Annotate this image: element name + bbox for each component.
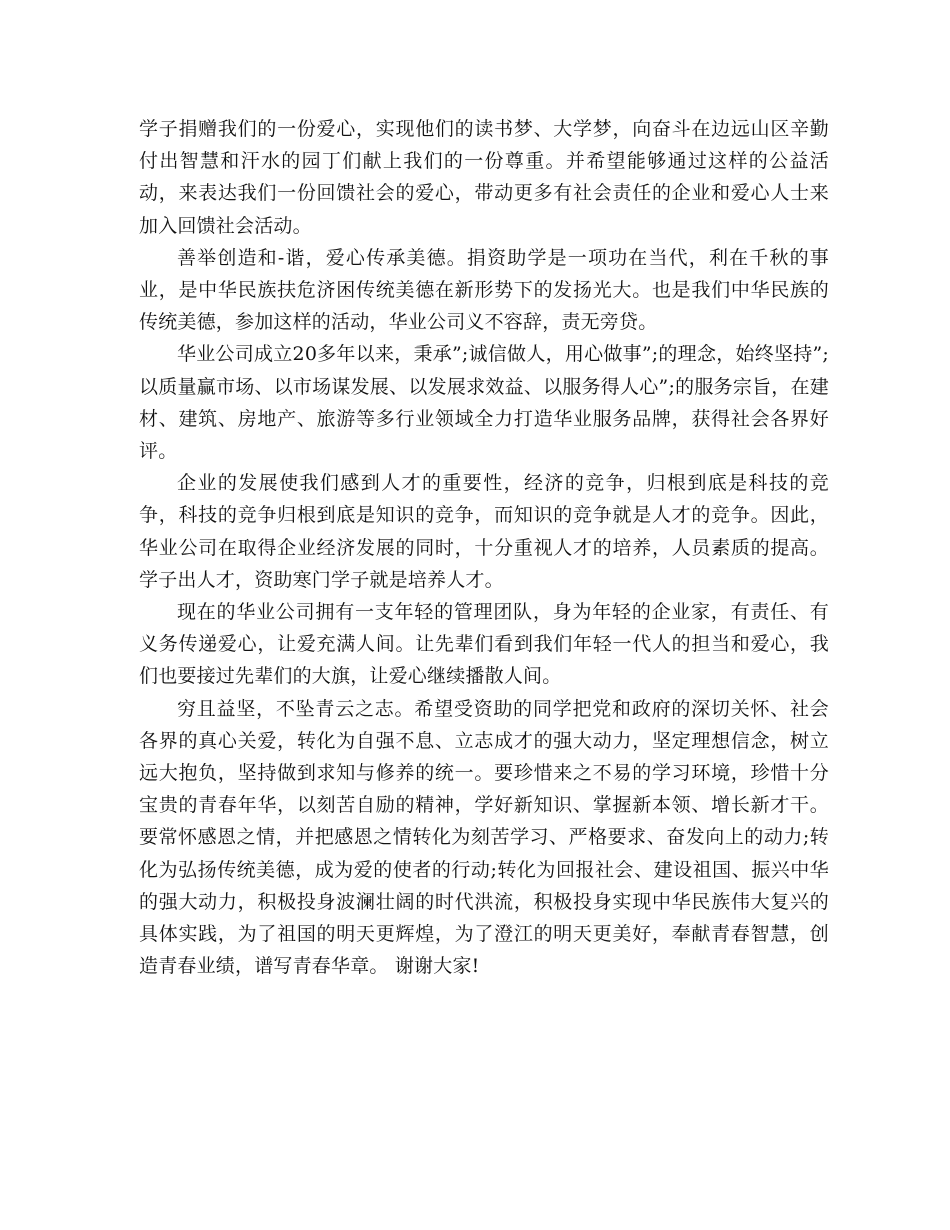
paragraph-2: 善举创造和-谐，爱心传承美德。捐资助学是一项功在当代，利在千秋的事业，是中华民族扶危济困传统美德在新形势下的发扬光大。也是我们中华民族的传统美德，参加这样的活动，华业公司义不容辞，责无旁贷。	[139, 246, 829, 334]
paragraph-6: 穷且益坚，不坠青云之志。希望受资助的同学把党和政府的深切关怀、社会各界的真心关爱，转化为自强不息、立志成才的强大动力，坚定理想信念，树立远大抱负，坚持做到求知与修养的统一。要珍惜来之不易的学习环境，珍惜十分宝贵的青春年华，以刻苦自励的精神，学好新知识、掌握新本领、增长新才干。要常怀感恩之情，并把感恩之情转化为刻苦学习、严格要求、奋发向上的动力;转化为弘扬传统美德，成为爱的使者的行动;转化为回报社会、建设祖国、振兴中华的强大动力，积极投身波澜壮阔的时代洪流，积极投身实现中华民族伟大复兴的具体实践，为了祖国的明天更辉煌，为了澄江的明天更美好，奉献青春智慧，创造青春业绩，谱写青春华章。 谢谢大家!	[139, 697, 829, 978]
document-body	[139, 113, 829, 982]
paragraph-1: 学子捐赠我们的一份爱心，实现他们的读书梦、大学梦，向奋斗在边远山区辛勤付出智慧和汗水的园丁们献上我们的一份尊重。并希望能够通过这样的公益活动，来表达我们一份回馈社会的爱心，带动更多有社会责任的企业和爱心人士来加入回馈社会活动。	[139, 118, 829, 237]
paragraph-4: 企业的发展使我们感到人才的重要性，经济的竞争，归根到底是科技的竞争，科技的竞争归根到底是知识的竞争，而知识的竞争就是人才的竞争。因此，华业公司在取得企业经济发展的同时，十分重视人才的培养，人员素质的提高。学子出人才，资助寒门学子就是培养人才。	[139, 472, 829, 591]
paragraph-5: 现在的华业公司拥有一支年轻的管理团队，身为年轻的企业家，有责任、有义务传递爱心，让爱充满人间。让先辈们看到我们年轻一代人的担当和爱心，我们也要接过先辈们的大旗，让爱心继续播散人间。	[139, 601, 829, 688]
paragraph-3: 华业公司成立20多年以来，秉承”;诚信做人，用心做事”;的理念，始终坚持”;以质量赢市场、以市场谋发展、以发展求效益、以服务得人心”;的服务宗旨，在建材、建筑、房地产、旅游等多行业领域全力打造华业服务品牌，获得社会各界好评。	[139, 343, 829, 463]
